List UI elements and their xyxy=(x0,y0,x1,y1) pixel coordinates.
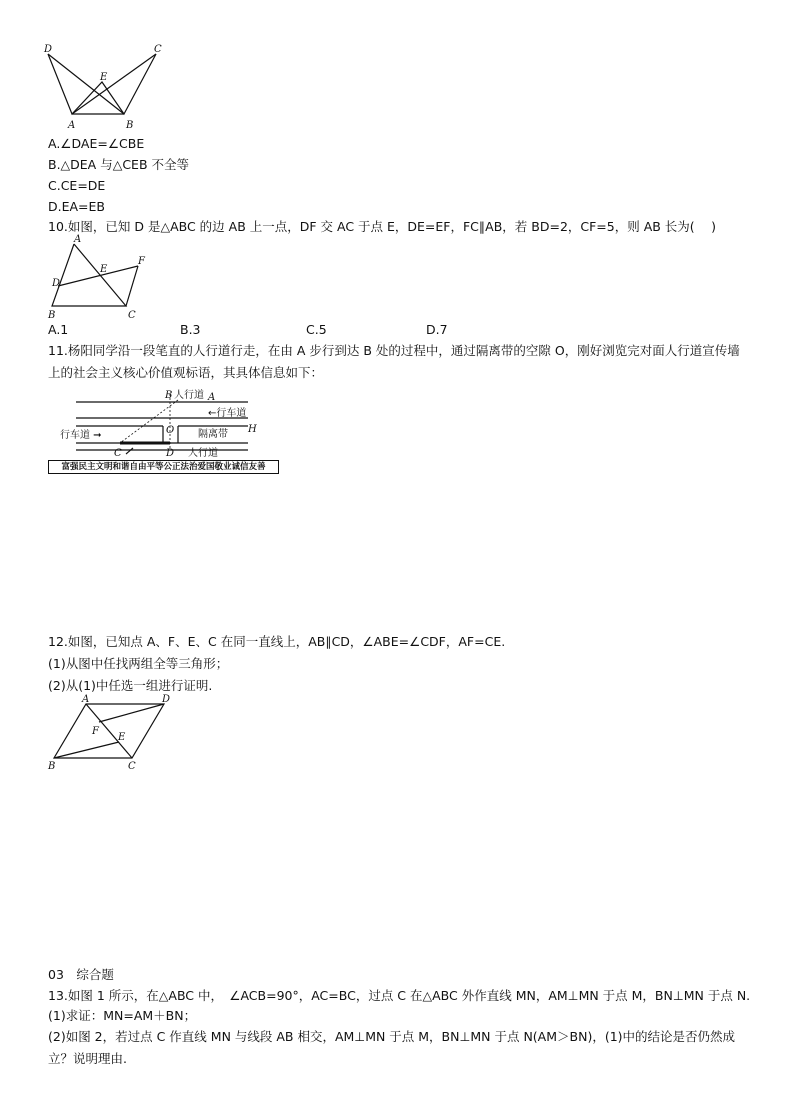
q9-option-b: B.△DEA 与△CEB 不全等 xyxy=(48,157,189,172)
q11-slogan-text: 富强民主文明和谐自由平等公正法治爱国敬业诚信友善 xyxy=(61,462,266,472)
q12-label-e: E xyxy=(118,732,126,743)
q11-label-d: D xyxy=(166,448,175,459)
q9-label-c: C xyxy=(154,44,162,55)
q11-label-a: A xyxy=(208,392,216,403)
q9-option-c: C.CE=DE xyxy=(48,178,106,193)
q9-figure xyxy=(40,46,170,134)
q11-slogan-wall xyxy=(48,460,279,474)
q11-median: 隔离带 xyxy=(198,429,228,440)
section-header: 03 综合题 xyxy=(48,967,114,982)
q9-label-d: D xyxy=(44,44,53,55)
q11-label-o: O xyxy=(166,425,175,436)
q10-option-b: B.3 xyxy=(180,322,201,337)
q13-part2: (2)如图 2，若过点 C 作直线 MN 与线段 AB 相交，AM⊥MN 于点 M，BN⊥MN 于点 N(AM＞BN)，(1)中的结论是否仍然成立？说明理由. xyxy=(48,1029,736,1066)
q10-label-e: E xyxy=(100,264,108,275)
q12-label-a: A xyxy=(82,694,90,705)
q12-label-c: C xyxy=(128,761,136,772)
q9-label-b: B xyxy=(126,120,134,131)
q10-label-a: A xyxy=(74,234,82,245)
q12-stem: 12.如图，已知点 A、F、E、C 在同一直线上，AB∥CD，∠ABE=∠CDF，AF=CE. xyxy=(48,634,506,649)
q9-option-d: D.EA=EB xyxy=(48,199,105,214)
q10-label-b: B xyxy=(48,310,56,321)
q11-label-h: H xyxy=(248,424,257,435)
q11-label-b: B xyxy=(165,390,173,401)
q12-part2: (2)从(1)中任选一组进行证明. xyxy=(48,678,213,693)
q12-part1: (1)从图中任找两组全等三角形； xyxy=(48,656,229,671)
q9-option-a: A.∠DAE=∠CBE xyxy=(48,136,145,151)
q9-label-a: A xyxy=(68,120,76,131)
q11-lane-right: ←行车道 xyxy=(208,408,247,419)
q10-label-c: C xyxy=(128,310,136,321)
q11-stem: 11.杨阳同学沿一段笔直的人行道行走，在由 A 步行到达 B 处的过程中，通过隔离带的空隙 O，刚好浏览完对面人行道宣传墙上的社会主义核心价值观标语，其具体信息如下： xyxy=(48,343,740,380)
q12-label-f: F xyxy=(92,726,99,737)
q13-part1: (1)求证：MN=AM＋BN； xyxy=(48,1008,197,1023)
q10-figure xyxy=(44,236,154,320)
q12-label-d: D xyxy=(162,694,171,705)
q10-label-d: D xyxy=(52,278,61,289)
q12-label-b: B xyxy=(48,761,56,772)
q10-stem: 10.如图，已知 D 是△ABC 的边 AB 上一点，DF 交 AC 于点 E，DE=EF，FC∥AB，若 BD=2，CF=5，则 AB 长为( ) xyxy=(48,219,717,234)
q11-label-c: C xyxy=(114,448,122,459)
q10-option-d: D.7 xyxy=(426,322,448,337)
q11-lane-left: 行车道 ➞ xyxy=(60,430,102,441)
q13-stem: 13.如图 1 所示，在△ABC 中， ∠ACB=90°，AC=BC，过点 C 在△ABC 外作直线 MN，AM⊥MN 于点 M，BN⊥MN 于点 N. xyxy=(48,988,751,1003)
q12-figure xyxy=(44,696,184,774)
q11-sidewalk-top: 人行道 xyxy=(174,390,204,401)
q10-label-f: F xyxy=(138,256,145,267)
q10-option-a: A.1 xyxy=(48,322,69,337)
q9-label-e: E xyxy=(100,72,108,83)
q11-sidewalk-bottom: 人行道 xyxy=(188,448,218,459)
q10-option-c: C.5 xyxy=(306,322,327,337)
